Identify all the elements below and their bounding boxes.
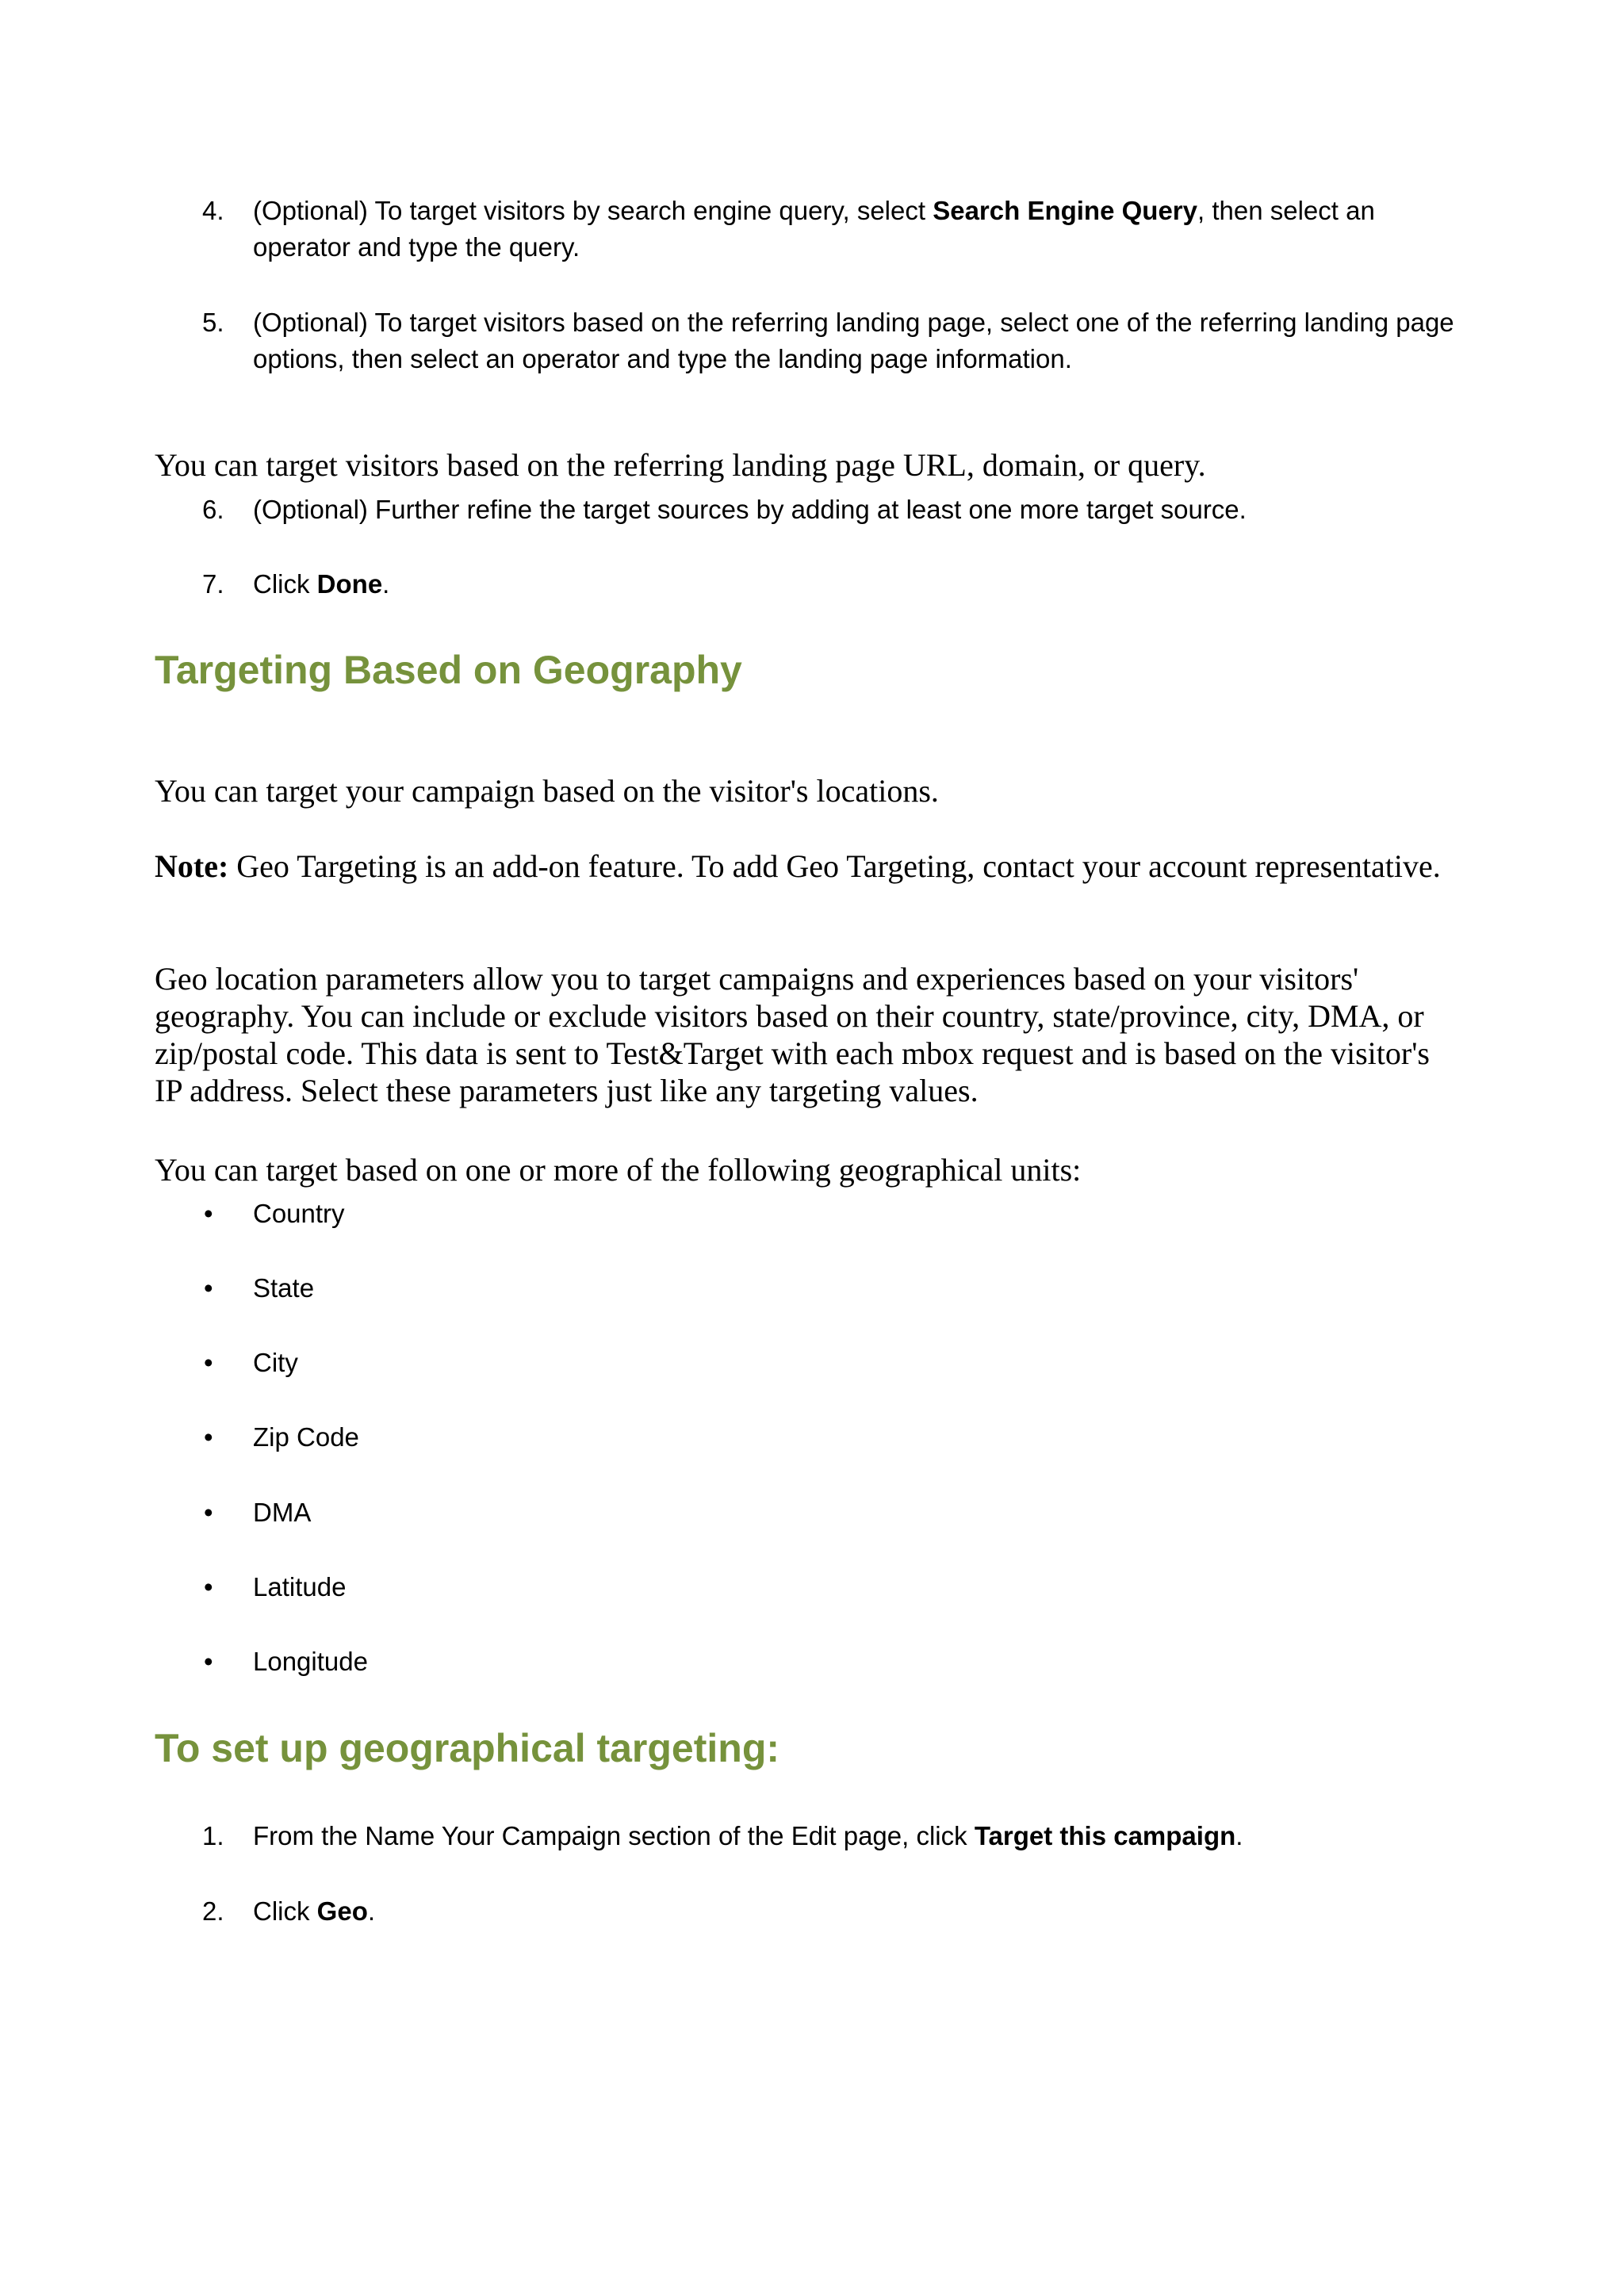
geo-parameters-paragraph: Geo location parameters allow you to target campaigns and experiences based on your visitors' geography. You can include or exclude visitors based on their country, state/province, city, DMA, or zip/postal code. This data is sent to Test&Target with each mbox request and is based on the visitor's IP address. Select these parameters just like any targeting values. bbox=[155, 961, 1430, 1108]
step-text-bold: Geo bbox=[316, 1896, 368, 1926]
geo-intro: You can target your campaign based on the visitor's locations. bbox=[155, 773, 939, 809]
step-item bbox=[155, 1818, 1471, 1854]
step-text bbox=[253, 1818, 1474, 1854]
step-text-pre: From the Name Your Campaign section of the Edit page, click bbox=[253, 1821, 975, 1850]
bullet-icon: • bbox=[204, 1498, 213, 1527]
list-item bbox=[155, 1196, 948, 1232]
step-number: 7. bbox=[202, 569, 224, 599]
list-item bbox=[155, 1494, 948, 1531]
landing-page-note: You can target visitors based on the referring landing page URL, domain, or query. bbox=[155, 447, 1206, 483]
step-text bbox=[253, 1893, 1474, 1930]
step-text-post: . bbox=[1235, 1821, 1243, 1850]
step-text bbox=[253, 193, 1474, 266]
step-text: (Optional) Further refine the target sources by adding at least one more target source. bbox=[253, 495, 1247, 524]
step-text-bold: Done bbox=[316, 569, 383, 599]
step-text: (Optional) To target visitors based on the referring landing page, select one of the referring landing page options, then select an operator and type the landing page information. bbox=[253, 308, 1454, 373]
step-number: 4. bbox=[202, 196, 224, 225]
step-item bbox=[155, 304, 1471, 377]
step-text-bold: Search Engine Query bbox=[933, 196, 1197, 225]
bullet-icon: • bbox=[204, 1273, 213, 1303]
step-number: 1. bbox=[202, 1821, 224, 1850]
geo-units-intro: You can target based on one or more of the following geographical units: bbox=[155, 1152, 1082, 1188]
note-label: Note: bbox=[155, 848, 229, 884]
section-heading-geography: Targeting Based on Geography bbox=[155, 648, 742, 692]
list-item bbox=[155, 1569, 948, 1605]
list-item-label: DMA bbox=[253, 1498, 312, 1527]
bullet-icon: • bbox=[204, 1647, 213, 1676]
list-item-label: City bbox=[253, 1348, 298, 1377]
step-item bbox=[155, 1893, 1471, 1930]
step-text-pre: (Optional) To target visitors by search engine query, select bbox=[253, 196, 933, 225]
step-text-post: . bbox=[367, 1896, 376, 1926]
bullet-icon: • bbox=[204, 1572, 213, 1601]
bullet-icon: • bbox=[204, 1199, 213, 1228]
step-item bbox=[155, 492, 1471, 528]
list-item bbox=[155, 1270, 948, 1307]
step-text-bold: Target this campaign bbox=[974, 1821, 1236, 1850]
step-text-post: , then select an operator and type the query. bbox=[253, 196, 1375, 262]
step-text-pre: Click bbox=[253, 569, 317, 599]
geo-note bbox=[155, 848, 1455, 885]
note-text: Geo Targeting is an add-on feature. To add Geo Targeting, contact your account representative. bbox=[228, 848, 1441, 884]
step-item bbox=[155, 566, 1471, 603]
list-item bbox=[155, 1419, 948, 1456]
step-number: 2. bbox=[202, 1896, 224, 1926]
step-text bbox=[253, 566, 1474, 603]
bullet-icon: • bbox=[204, 1422, 213, 1452]
list-item-label: Zip Code bbox=[253, 1422, 359, 1452]
list-item-label: State bbox=[253, 1273, 315, 1303]
step-item bbox=[155, 193, 1471, 266]
list-item-label: Latitude bbox=[253, 1572, 347, 1601]
step-text-post: . bbox=[382, 569, 390, 599]
section-heading-setup: To set up geographical targeting: bbox=[155, 1726, 780, 1770]
step-text-pre: Click bbox=[253, 1896, 317, 1926]
list-item-label: Longitude bbox=[253, 1647, 368, 1676]
step-number: 5. bbox=[202, 308, 224, 337]
list-item bbox=[155, 1345, 948, 1381]
step-number: 6. bbox=[202, 495, 224, 524]
list-item bbox=[155, 1644, 948, 1680]
bullet-icon: • bbox=[204, 1348, 213, 1377]
list-item-label: Country bbox=[253, 1199, 345, 1228]
